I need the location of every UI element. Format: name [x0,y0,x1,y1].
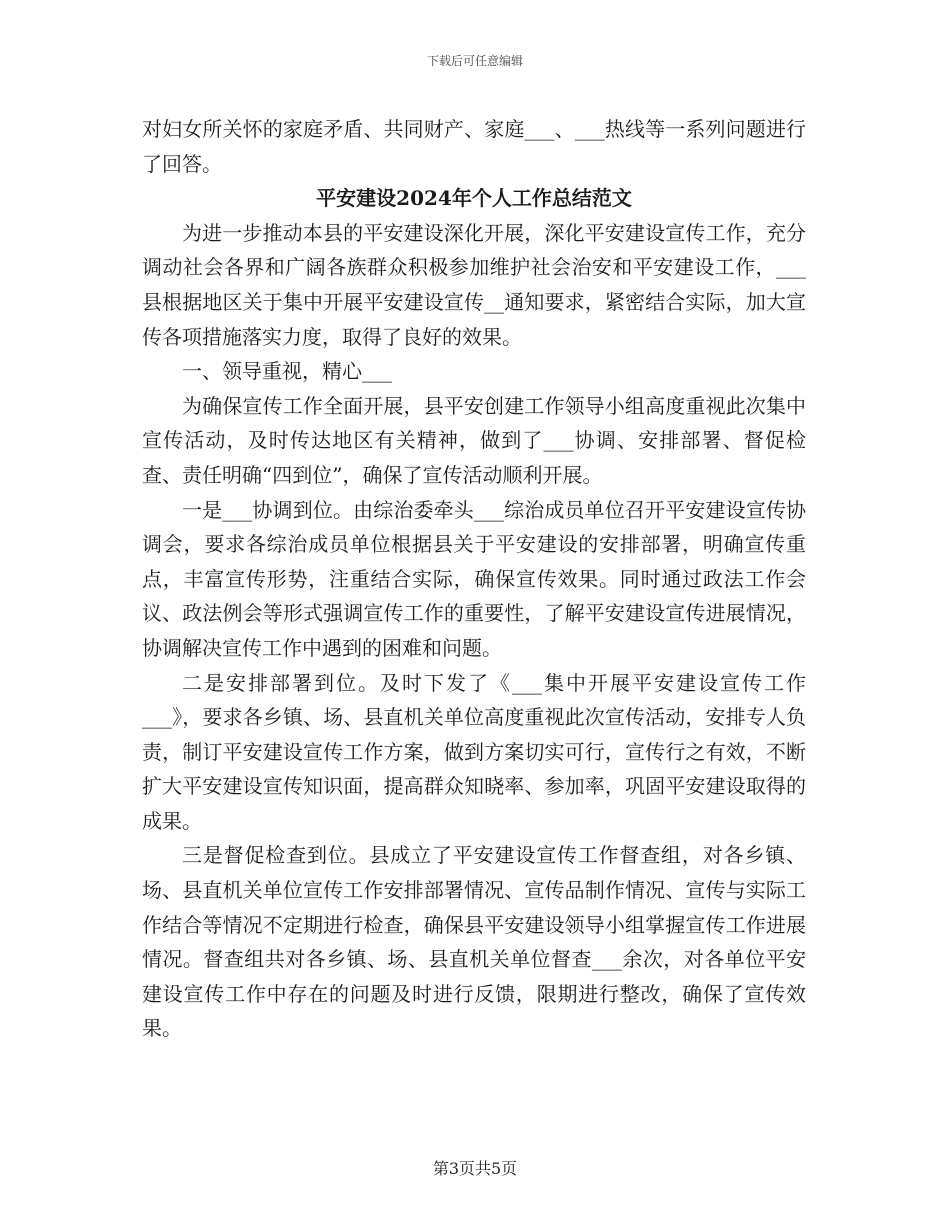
body-paragraph-intro: 为进一步推动本县的平安建设深化开展，深化平安建设宣传工作，充分调动社会各界和广阔各族群众积极参加维护社会治安和平安建设工作，___县根据地区关于集中开展平安建设宣传__通知要求，紧密结合实际，加大宣传各项措施落实力度，取得了良好的效果。 [142,220,806,349]
body-paragraph-point-1: 一是___协调到位。由综治委牵头___综治成员单位召开平安建设宣传协调会，要求各综治成员单位根据县关于平安建设的安排部署，明确宣传重点，丰富宣传形势，注重结合实际，确保宣传效果。同时通过政法工作会议、政法例会等形式强调宣传工作的重要性，了解平安建设宣传进展情况，协调解决宣传工作中遇到的困难和问题。 [142,497,806,660]
document-title: 平安建设2024年个人工作总结范文 [316,186,632,211]
body-paragraph-point-2: 二是安排部署到位。及时下发了《___集中开展平安建设宣传工作___》，要求各乡镇、场、县直机关单位高度重视此次宣传活动，安排专人负责，制订平安建设宣传工作方案，做到方案切实可行，宣传行之有效，不断扩大平安建设宣传知识面，提高群众知晓率、参加率，巩固平安建设取得的成果。 [142,670,806,833]
document-body [142,112,806,1046]
body-paragraph-section-1: 为确保宣传工作全面开展，县平安创建工作领导小组高度重视此次集中宣传活动，及时传达地区有关精神，做到了___协调、安排部署、督促检查、责任明确“四到位”，确保了宣传活动顺利开展。 [142,393,806,487]
page-header-note: 下载后可任意编辑 [426,54,523,68]
body-paragraph-point-3: 三是督促检查到位。县成立了平安建设宣传工作督查组，对各乡镇、场、县直机关单位宣传工作安排部署情况、宣传品制作情况、宣传与实际工作结合等情况不定期进行检查，确保县平安建设领导小组掌握宣传工作进展情况。督查组共对各乡镇、场、县直机关单位督查___余次，对各单位平安建设宣传工作中存在的问题及时进行反馈，限期进行整改，确保了宣传效果。 [142,843,806,1041]
section-heading-1: 一、领导重视，精心___ [182,359,392,384]
lead-paragraph: 对妇女所关怀的家庭矛盾、共同财产、家庭___、___热线等一系列问题进行了回答。 [142,117,806,176]
page-number: 第3页共5页 [432,1159,518,1178]
